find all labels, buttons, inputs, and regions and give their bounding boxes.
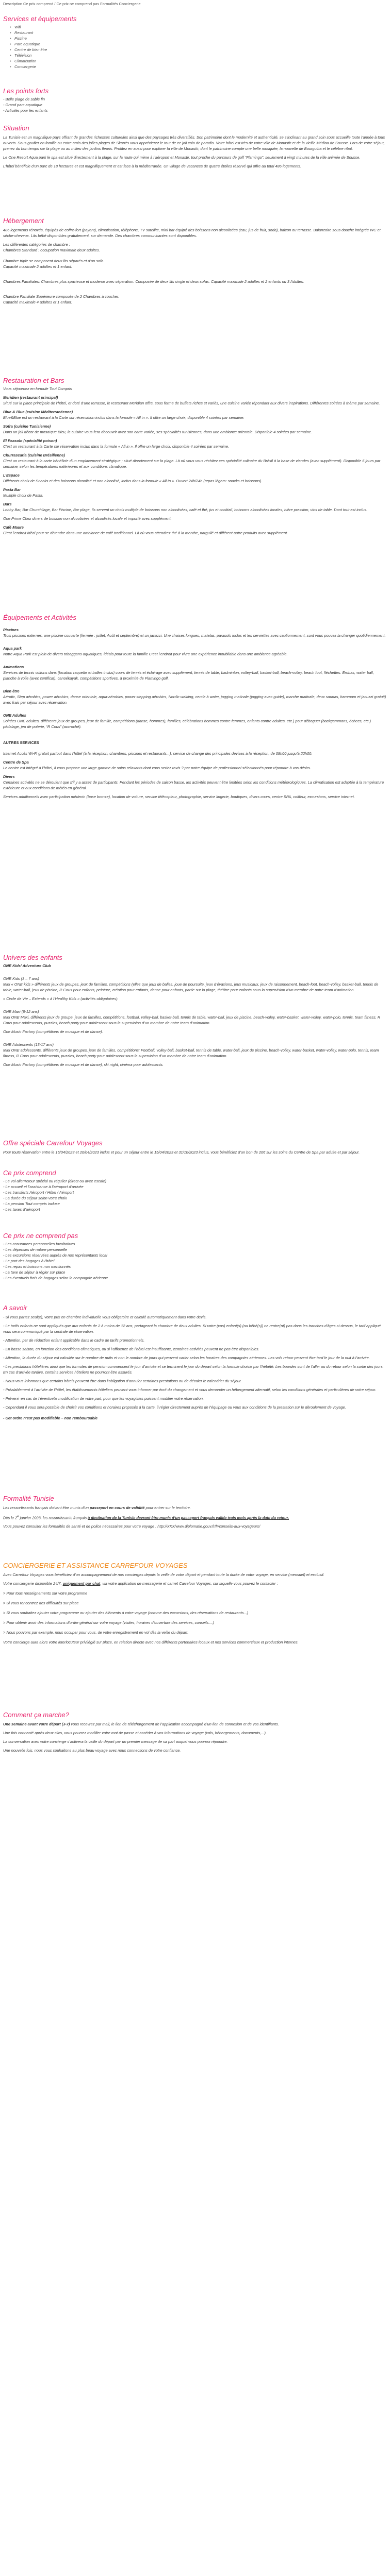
equipment-description: Certaines activités ne se déroulent que s’il y a assez de participants. Pendant les périodes de saison basse, les activités peuvent être limitées selon les conditions météorologiques. La climatisation est adaptée à la température extérieure et aux conditions de météo en général. bbox=[3, 780, 384, 790]
list-item: - En basse saison, en fonction des conditions climatiques, ou si l’affluence de l’hôtel est insuffisante, certaines activités peuvent ne pas être disponibles. bbox=[3, 1347, 259, 1351]
restaurant-name: Pasta Bar bbox=[3, 487, 21, 492]
equipment-description: Internet Accès Wi-Fi gratuit partout dans l’hôtel (à la réception, chambres, piscines et restaurants...), service de change des principales devises à la réception, de 09h00 jusqu’à 22h00. bbox=[3, 751, 313, 756]
restaurant-description: C’est un restaurant à la Carte sur réservation inclus dans la formule « All in ». Il offre un large choix, disponible 4 soirées par semaine. bbox=[3, 444, 230, 449]
equipment-description: Services additionnels avec participation médecin (base bronze), location de voiture, service télécopieur, photographie, service lingerie, boutiques, divers cours, centre SPA, coiffeur, excursions, service internet. bbox=[3, 794, 355, 799]
equipment-name: Piscines bbox=[3, 628, 19, 632]
list-item: • Restaurant bbox=[14, 30, 388, 36]
univers-section bbox=[3, 953, 388, 1071]
room-type-family: Chambres Familiales: Chambres plus spacieuse et moderne avec séparation. Composée de deux lits single et deux sofas. Capacité maximale 2 adultes et 2 enfants ou 3 Adultes. bbox=[3, 279, 304, 284]
comment-step: Une semaine avant votre départ (J-7) vous recevrez par mail, le lien de téléchargement de l’application accompagné d’un lien de connexion et de vos identifiants. bbox=[3, 1722, 279, 1726]
equipements-title: Équipements et Activités bbox=[3, 614, 76, 621]
restauration-intro: Vous séjournez en formule Tout Compris bbox=[3, 386, 72, 391]
list-item: - Cependant il vous sera possible de choisir vos conditions et horaires proposés à la carte, il régler directement auprès de l’équipage ou vous aux conditions de la prestation sur le déroulement de voyage. bbox=[3, 1405, 346, 1410]
age-group-description: Mini ONE Maxi, différents jeux de groupe, jeux de familles, compétitions, football, volley-ball, basket-ball, tennis de table, water-ball, jeux de piscine, beach-volley, water-basket, water-volley, water-polo, tennis, team fitness, R Cous pour adolescents, puzzles, beach party pour adolescent sous la supervision d’un membre de notre team d’animation. bbox=[3, 1015, 381, 1025]
situation-paragraph: L’hôtel bénéficie d’un parc de 18 hectares et est magnifiquement et est face à la méditerranée. Un village de vacances de quatre étoiles réservé qui offre au total 486 logements. bbox=[3, 164, 302, 168]
points-section bbox=[3, 87, 388, 113]
age-group-description: Mini ONE adolescents, différents jeux de groupes, jeux de familles, compétitions: Football, volley-ball, basket-ball, tennis de table, water-ball, jeux de piscine, beach-volley, water-basket, water-volley, water-polo, tennis, team fitness, R Cous pour adolescents, puzzles, beach party pour adolescent sous la supervision d’un membre de notre team d’animation. bbox=[3, 1048, 379, 1058]
restaurant-description: Lobby Bar, Bar Churchilage, Bar Piscine, Bar plage, Ils servent un choix multiple de boissons non alcoolisées, café et thé, jus et cocktail, boissons alcoolisées locales, bière pression, vins de table. Dont tout est inclus. bbox=[3, 507, 368, 512]
restaurant-name: Café Maure bbox=[3, 525, 24, 530]
conciergerie-title: CONCIERGERIE ET ASSISTANCE CARREFOUR VOYAGES bbox=[3, 1562, 188, 1569]
list-item: > Pour tous renseignements sur votre programme bbox=[3, 1591, 88, 1596]
equipment-name: Aqua park bbox=[3, 646, 22, 651]
list-item: - Les excursions réservées auprès de nos représentants local bbox=[3, 1253, 107, 1258]
list-item: - Attention, la durée du séjour est calculée sur le nombre de nuits et non le nombre de jours qui peuvent varier selon les horaires des compagnies aériennes. Les vols retour peuvent être tard le jour de la nuit à l’arrivée. bbox=[3, 1355, 370, 1360]
offre-section bbox=[3, 1139, 388, 1158]
restauration-title: Restauration et Bars bbox=[3, 377, 64, 384]
situation-paragraph: La Tunisie est un magnifique pays offrant de grandes richesses culturelles ainsi que des paysages très diversifiés. Son patrimoine dont le modernité et authenticité, se s’inclinant au grand soin sous accueille toute l’année à tous ouverts. Sous gaufier en famille ou entre amis des jolies plages de Skanès vous apprécierez le tour de ce joli coin de paradis. Votre hôtel est très de votre ville de Monastir et de la vieille Médina de Sousse. Lors de votre séjour, prenez du bon temps sur la plage ou au milieu des jardins fleuris. Profitez en aussi pour explorer la ville de Monastir, dont le patrimoine compte une belle mosquée, la nouvelle de Bourguiba et le célèbre ribat. bbox=[3, 135, 385, 151]
list-item: - La durée du séjour selon votre choix bbox=[3, 1196, 67, 1200]
list-item: - Prévenir en cas de l’éventuelle modification de votre part, pour que les voyagistes puissent modifier votre réservation. bbox=[3, 1396, 204, 1401]
restaurant-name: Meridien (restaurant principal) bbox=[3, 395, 58, 400]
room-type-triple-capacity: Capacité maximale 2 adultes et 1 enfant. bbox=[3, 264, 72, 269]
equipment-description: Soirées ONE adultes, différents jeux de groupes, jeux de famille, compétitions (danse, hommes), familles, célébrations hommes contre femmes, enfants contre adultes, etc.) pour déboguer (backgammons, échecs, etc.) pédalage, jeu de poterie, “R Cous” (accroché). bbox=[3, 719, 371, 729]
restauration-section bbox=[3, 376, 388, 539]
restaurant-description: One Prime Chez diners de boisson non alcoolisées et alcoolisés locale et importé avec supplément. bbox=[3, 516, 172, 521]
equipment-description: Trois piscines externes, une piscine couverte (fermée : juillet, Août et septembre) et un jacuzzi. Une chaises longues, matelas, parasols inclus et les serviettes avec cautionnement, sont vous pouvez la changer quotidiennement. bbox=[3, 633, 386, 638]
list-item: • Climatisation bbox=[14, 58, 388, 64]
avoir-title: A savoir bbox=[3, 1304, 27, 1312]
restaurant-description: Dans un joli décor de mosaïque Bleu, la cuisine vous fera découvrir avec son carte variée, ses spécialités tunisiennes, dans une ambiance orientale. Disponible 4 soirées par semaine. bbox=[3, 430, 312, 434]
prixnon-title: Ce prix ne comprend pas bbox=[3, 1232, 78, 1240]
comment-section bbox=[3, 1710, 388, 1756]
services-title: Services et équipements bbox=[3, 15, 77, 23]
list-item: - Attention, par de réduction enfant applicable dans le cadre de tarifs promotionnels. bbox=[3, 1338, 145, 1343]
formalite-link[interactable]: Vous pouvez consulter les formalités de santé et de police nécessaires pour votre voyage : http://XXX/www.diplomatie.gouv.fr/fr/conseils-aux-voyageurs/ bbox=[3, 1524, 260, 1529]
equipment-name: Animations bbox=[3, 665, 24, 669]
age-group: ONE Kids (3 – 7 ans) bbox=[3, 976, 39, 981]
situation-title: Situation bbox=[3, 124, 29, 132]
offre-text: Pour toute réservation entre le 15/04/2023 et 20/04/2023 inclus et pour un séjour entre le 15/04/2023 et 31/10/2023 inclus, vous bénéficiez d’un bon de 20€ sur les soins du Centre de Spa par adulte et par séjour. bbox=[3, 1150, 360, 1155]
list-item: - Le accueil et l’assistance à l’aéroport d’arrivée bbox=[3, 1184, 84, 1189]
list-item: • Conciergerie bbox=[14, 64, 388, 70]
restaurant-name: Churrascaria (cuisine Brésilienne) bbox=[3, 453, 65, 457]
other-services-title: AUTRES SERVICES bbox=[3, 740, 39, 745]
equipment-description: Services de tennis voltons dans (location raquette et balles inclus) cours de tennis et éclairage avec supplément, tennis de table, badminton, volley-ball, basket-ball, beach-volley, beach foot, fléchettes. Erobas, water ball, planche à voile (avec certificat), canoékayak, compétitions sportives, à proximité de Flamingo golf. bbox=[3, 670, 374, 681]
list-item: • Centre de bien être bbox=[14, 47, 388, 53]
list-item: - Les repas et boissons non mentionnés bbox=[3, 1264, 71, 1269]
list-item: - Les taxes d’aéroport bbox=[3, 1207, 40, 1212]
restaurant-name: El Peasolo (spécialité poison) bbox=[3, 438, 57, 443]
prixnon-section bbox=[3, 1231, 388, 1281]
equipment-name: Centre de Spa bbox=[3, 760, 29, 765]
comment-step: La conversation avec votre concierge s’activera la veille du départ par un premier message de sa part auquel vous pourrez répondre. bbox=[3, 1739, 228, 1744]
equipements-section bbox=[3, 613, 388, 803]
restaurant-description: Blue&Blue est un restaurant à la Carte sur réservation inclus dans la formule « All in ». Il offre un large choix, disponible 4 soirées par semaine. bbox=[3, 415, 245, 420]
list-item: > Pour obtenir avoir des informations d’ordre général sur votre voyage (visites, horaires d’ouverture des services, conseils....) bbox=[3, 1620, 214, 1625]
room-type-superior-capacity: Capacité maximale 4 adultes et 1 enfant. bbox=[3, 300, 72, 304]
restaurant-description: Multiple choix de Pasta. bbox=[3, 493, 44, 498]
tab-navigation[interactable]: Description Ce prix comprend / Ce prix ne comprend pas Formalités Conciergerie bbox=[3, 2, 141, 6]
equipment-name: Divers bbox=[3, 774, 15, 779]
list-item: - Le tarifs enfants ne sont appliqués que aux enfants de 2 à moins de 12 ans, partageant la chambre de deux adultes. Si votre (vos) enfant(s) (ou bébé(s)) ne rentre(nt) pas dans les tranches d’âges ci-dessus, le tarif appliqué vous sera communiqué par la centrale de réservation. bbox=[3, 1324, 381, 1334]
comment-title: Comment ça marche? bbox=[3, 1711, 69, 1719]
formalite-validity: Dès le 2e janvier 2023, les ressortissants français à destination de la Tunisie devront être munis d’un passeport français valide trois mois après la date du retour. bbox=[3, 1515, 289, 1520]
restaurant-name: Bars bbox=[3, 502, 12, 506]
list-item: • Parc aquatique bbox=[14, 41, 388, 47]
formalite-title: Formalité Tunisie bbox=[3, 1495, 54, 1502]
prix-title: Ce prix comprend bbox=[3, 1169, 56, 1177]
list-item: • Wifi bbox=[14, 24, 388, 30]
points-title: Les points forts bbox=[3, 87, 49, 95]
age-group-note: « Circle de Vie – Extends » à l’Healthy Kids » (activités obligatoires). bbox=[3, 996, 119, 1001]
equipment-description: Aérotic, Step aérobics, power aérobics, danse orientale, aqua-aérobics, power stepping aérobics, Nordic walking, cercle à water, jogging matinale (jogging avec guide), marche matinale, deux saunas, hammam et jacuzzi gratuit) avec frais par séjour avec réservation. bbox=[3, 694, 386, 705]
conciergerie-intro: Avec Carrefour Voyages vous bénéficiez d’un accompagnement de nos concierges depuis la veille de votre départ et pendant toute la durée de votre voyage, en service (mensuel) et exclusif. bbox=[3, 1572, 324, 1577]
list-item: • Piscine bbox=[14, 36, 388, 41]
age-group-note: One Music Factory (compétitions de musique et de danse), ski night, cinéma pour adolescents. bbox=[3, 1062, 164, 1067]
list-item: - La taxe de séjour à régler sur place bbox=[3, 1270, 66, 1275]
list-item: - Grand parc aquatique bbox=[3, 103, 43, 107]
list-item: - Les transferts Aéroport / Hôtel / Aéroport bbox=[3, 1190, 74, 1195]
list-item: > Si vous rencontrez des difficultés sur place bbox=[3, 1601, 79, 1605]
restaurant-description: C’est un restaurant à la carte bénéficie d’un emplacement stratégique ; situé directement sur la plage. Là où vous vous réchitez ces spécialité culinaire du Brésil à la base de viandes (avec supplément). Disponible 6 jours par semaine, selon les températures extérieures et aux conditions climatique. bbox=[3, 459, 381, 469]
equipment-name: ONE Adultes bbox=[3, 713, 26, 718]
room-type-standard: Chambres Standard : occupation maximale deux adultes. bbox=[3, 248, 100, 252]
services-section bbox=[3, 14, 388, 70]
list-item: - Belle plage de sable fin bbox=[3, 97, 45, 101]
comment-step: Une fois connecté après deux clics, vous pourrez modifier votre mot de passe et accéder à vos informations de voyage (vols, hébergements, documents,...). bbox=[3, 1731, 267, 1735]
services-list bbox=[3, 24, 388, 70]
room-types-intro: Les différentes catégories de chambre : bbox=[3, 242, 70, 247]
kids-club-title: ONE Kids’ Adventure Club bbox=[3, 963, 51, 968]
restaurant-description: C’est l’endroit idéal pour se détendre dans une ambiance de café traditionnel. Là où vous attendrez thé à la menthe, narguilé et différent autre produits avec supplément. bbox=[3, 531, 288, 535]
room-type-triple: Chambre triple se composent deux lits séparés et d’un sofa. bbox=[3, 259, 105, 263]
list-item: - Les assurances personnelles facultatives bbox=[3, 1242, 75, 1246]
conciergerie-note: Votre concierge aura alors votre interlocuteur privilégié sur place, en relation directe avec nos différents partenaires locaux et nos services commerciaux et production internes. bbox=[3, 1640, 299, 1645]
list-item: - Nous vous informons que certains hôtels peuvent être dans l’obligation d’annuler certaines prestations ou de décaler le calendrier du séjour. bbox=[3, 1379, 242, 1383]
non-refundable-note: - Cet ordre n’est pas modifiable – non remboursable bbox=[3, 1416, 98, 1420]
room-type-superior: Chambre Familiale Supérieure composée de 2 Chambres à coucher. bbox=[3, 294, 120, 299]
age-group-description: Mini « ONE kids » différents jeux de groupes, jeux de familles, compétitions (elles que jeux de balles, joue de poursuite, jeux d’évasions, jeux musicaux, jeux de raisonnement, beach-foot, beach-volley, basket-ball, tennis de table, water-ball, jeux de piscine, R Cous pour enfants, peinture, création pour enfants, danse pour enfants, partie sur la plage, théâtre pour enfants sous la supervision d’un membre de notre team d’animation. bbox=[3, 982, 379, 992]
age-group: ONE Adolescents (13-17 ans) bbox=[3, 1042, 54, 1047]
age-group-note: One Music Factory (compétitions de musique et de danse). bbox=[3, 1029, 103, 1034]
offre-title: Offre spéciale Carrefour Voyages bbox=[3, 1139, 103, 1147]
restaurant-name: Sofra (cuisine Tunisienne) bbox=[3, 424, 51, 429]
list-item: - Préalablement à l’arrivée de l’hôtel, les établissements hôteliers peuvent vous informer par écrit du changement et vous demander un hébergement alternatif, selon les conditions générales et particulières de votre séjour. bbox=[3, 1387, 377, 1392]
equipment-name: Bien être bbox=[3, 689, 20, 693]
situation-paragraph: Le One Resort Aqua park le spa est situé directement à la plage, sur la route qui mène à l’aéroport et Monastir, tout proche du parcours de golf “Flamingo”, seulement à vingt minutes de la ville animée de Sousse. bbox=[3, 155, 361, 160]
list-item: > Nous pouvons par exemple, nous occuper pour vous, de votre enregistrement en vol dès la veille du départ. bbox=[3, 1630, 189, 1635]
restaurant-name: L’Espace bbox=[3, 473, 20, 478]
list-item: • Télévision bbox=[14, 53, 388, 58]
list-item: - Les éventuels frais de bagages selon la compagnie aérienne bbox=[3, 1276, 108, 1280]
avoir-section bbox=[3, 1303, 388, 1421]
hebergement-title: Hébergement bbox=[3, 217, 44, 225]
formalite-passport: Les ressortissants français doivent être munis d’un passeport en cours de validité pour entrer sur le territoire. bbox=[3, 1505, 191, 1510]
restaurant-description: Différents choix de Snacks et des boissons alcoolisé et non alcoolisé, inclus dans la formule « All In ». Ouvert 24h/24h (repas légers: snacks et boissons). bbox=[3, 479, 263, 483]
list-item: > Si vous souhaitez ajouter votre programme ou ajouter des éléments à votre voyage (comme des excursions, des réservations de restaurants...) bbox=[3, 1611, 249, 1615]
list-item: - Si vous partez seul(e), votre prix en chambre individuelle vous obligatoire et calculé automatiquement dans votre devis. bbox=[3, 1315, 207, 1319]
prix-section bbox=[3, 1168, 388, 1212]
univers-title: Univers des enfants bbox=[3, 954, 62, 961]
hebergement-intro: 486 logements rénovés, équipés de coffre-fort (payant), climatisation, téléphone, TV satellite, mini bar équipé des boissons non alcoolisées (eau, jus de fruit, soda), balcon ou terrasse. Balancoire sous douche intégrée WC et sèche-cheveux. Lits bébé disponibles gratuitement, sur demande. Des chambres communicantes sont disponibles. bbox=[3, 228, 381, 238]
list-item: - Le vol aller/retour spécial ou régulier (direct ou avec escale) bbox=[3, 1179, 107, 1183]
conciergerie-section bbox=[3, 1561, 388, 1648]
age-group: ONE Maxi (8-12 ans) bbox=[3, 1009, 39, 1014]
list-item: - Les prestations hôtelières ainsi que les formules de pension commencent le jour d’arrivée et se terminent le jour du départ selon la formule choisie par l’hébété. Les bourdes sont de l’aller ou du retour selon la sortie des jours. En cas d’arrivée tardive, certains services hôteliers ne pourront être assurés. bbox=[3, 1364, 384, 1375]
hebergement-section bbox=[3, 216, 388, 305]
situation-section bbox=[3, 124, 388, 172]
formalite-section bbox=[3, 1494, 388, 1532]
restaurant-name: Blue & Blue (cuisine Méditerranéenne) bbox=[3, 410, 73, 414]
conciergerie-chat: Votre conciergerie disponible 24/7, uniquement par chat, via votre application de messagerie et carnet Carrefour Voyages, sur laquelle vous pouvez le contacter : bbox=[3, 1581, 278, 1586]
comment-step: Une nouvelle fois, nous vous souhaitons au plus beau voyage avec nous connections de votre confiance. bbox=[3, 1748, 181, 1753]
equipment-description: Le centre est intégré à l’hôtel, il vous propose une large gamme de soins relaxants dont vous seriez ravis ? par notre équipe de professionnel sélectionnés pour répondre à vos désirs. bbox=[3, 766, 311, 770]
restaurant-description: Situé sur la place principale de l’hôtel, et doté d’une terrasse, le restaurant Meridian offre, sous forme de buffets riches et variés, une cuisine variée répondant aux divers inspirations. Différentes soirées à thème par semaine. bbox=[3, 401, 380, 405]
list-item: - La pension Tout compris incluse bbox=[3, 1201, 60, 1206]
equipment-description: Notre Aqua Park est plein de divers toboggans aquatiques, idéals pour toute la famille C’est l’endroit pour vivre une expérience inoubliable dans une ambiance agréable. bbox=[3, 652, 288, 656]
list-item: - Le port des bagages à l’hôtel bbox=[3, 1259, 55, 1263]
list-item: - Activités pour les enfants bbox=[3, 108, 48, 113]
list-item: - Les dépenses de nature personnelle bbox=[3, 1247, 68, 1252]
